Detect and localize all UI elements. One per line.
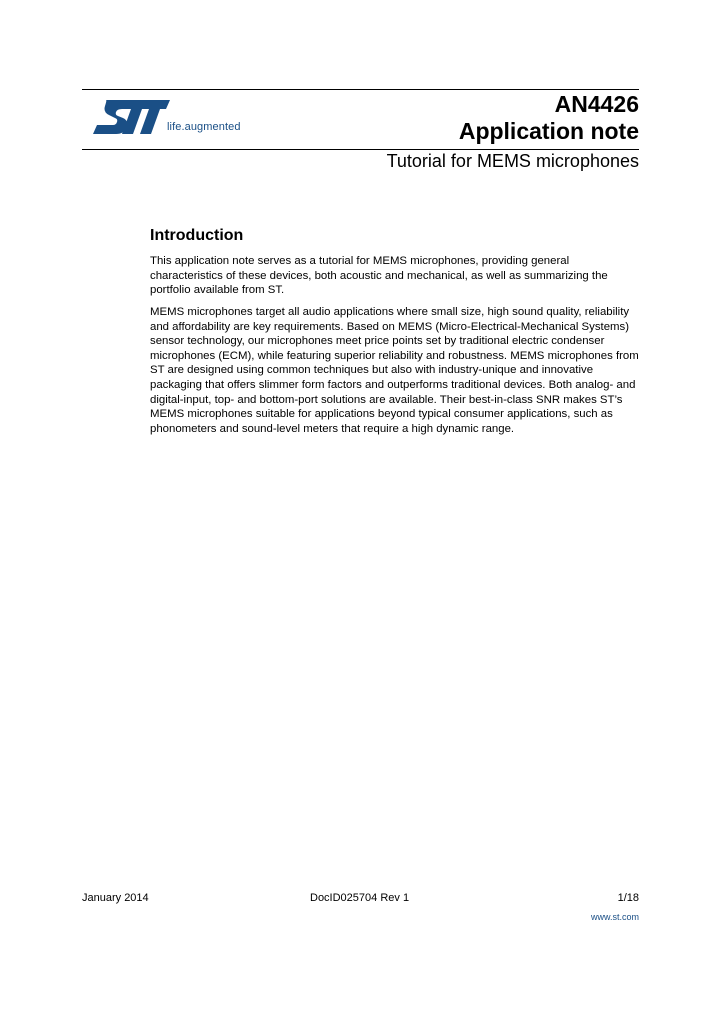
footer-website-link[interactable]: www.st.com [590,912,639,922]
section-heading: Introduction [150,227,244,244]
document-type: Application note [458,118,639,144]
st-logo-icon [92,98,172,136]
body-paragraph: MEMS microphones target all audio applications where small size, high sound quality, reliability and affordability are key requirements. Based on MEMS (Micro-Electrical-Mechanical Systems) sensor technology, our microphones meet price points set by traditional electric condenser microphones (ECM), while featuring superior reliability and robustness. MEMS microphones from ST are designed using common techniques but also with industry-unique and innovative packaging that offers slimmer form factors and outperforms traditional devices. Both analog- and digital-input, top- and bottom-port solutions are available. Their best-in-class SNR makes ST’s MEMS microphones suitable for applications beyond typical consumer applications, such as phonometers and sound-level meters that require a high dynamic range. [150,306,639,435]
brand-tagline: life.augmented [167,121,241,133]
header-top-rule [82,89,639,90]
footer-doc-id: DocID025704 Rev 1 [310,892,410,904]
document-number: AN4426 [554,91,639,117]
footer-date: January 2014 [82,892,149,904]
body-paragraph: This application note serves as a tutorial for MEMS microphones, providing general characteristics of these devices, both acoustic and mechanical, as well as summarizing the portfolio available from ST. [150,255,608,297]
document-subtitle: Tutorial for MEMS microphones [386,151,639,171]
footer-page-number: 1/18 [617,892,639,904]
